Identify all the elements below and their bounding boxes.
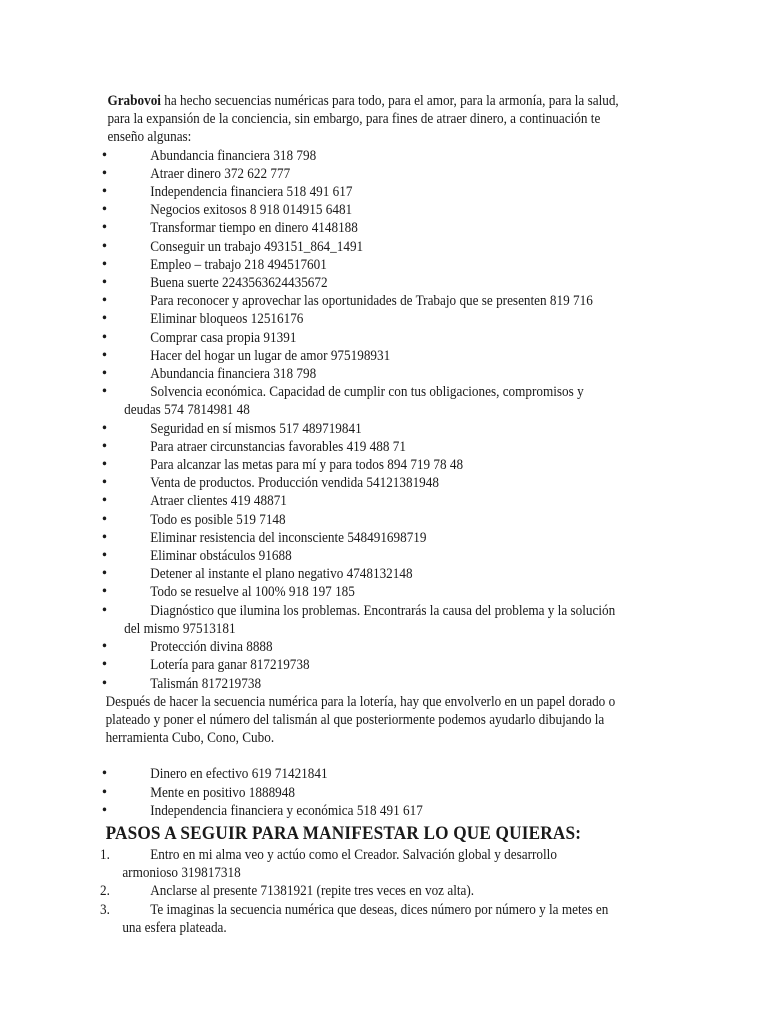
document-body: [100, 92, 630, 937]
intro-text: ha hecho secuencias numéricas para todo, para el amor, para la armonía, para la salud, para la expansión de la conciencia, sin embargo, para fines de atraer dinero, a continuación te enseño algunas:: [107, 93, 619, 146]
steps-list: [100, 846, 630, 937]
list-item: [100, 802, 630, 820]
list-item: [100, 583, 630, 601]
step-number: 1.: [100, 846, 110, 863]
list-item-text: Venta de productos. Producción vendida 54121381948: [150, 475, 439, 492]
list-item-text: Atraer clientes 419 48871: [150, 493, 287, 510]
list-item-text: Detener al instante el plano negativo 4748132148: [150, 566, 413, 583]
list-item-text: Diagnóstico que ilumina los problemas. Encontrarás la causa del problema y la solución: [150, 602, 616, 619]
list-item: [100, 383, 630, 419]
list-item-text: Para alcanzar las metas para mí y para todos 894 719 78 48: [150, 457, 464, 474]
list-item-text: Conseguir un trabajo 493151_864_1491: [150, 238, 364, 255]
list-item: [100, 329, 630, 347]
spacer: [100, 747, 630, 765]
list-item: [100, 292, 630, 310]
steps-heading: PASOS A SEGUIR PARA MANIFESTAR LO QUE QUIERAS:: [105, 823, 582, 844]
intro-author-name: Grabovoi: [107, 93, 161, 109]
list-item: [100, 347, 630, 365]
list-item-text: Seguridad en sí mismos 517 489719841: [150, 420, 362, 437]
intro-paragraph: [107, 92, 630, 147]
list-item-text: Solvencia económica. Capacidad de cumplir con tus obligaciones, compromisos y: [150, 384, 584, 401]
list-item: [100, 638, 630, 656]
list-item-continuation: deudas 574 7814981 48: [124, 402, 250, 419]
list-item: [100, 602, 630, 638]
list-item-text: Negocios exitosos 8 918 014915 6481: [150, 202, 353, 219]
list-item-text: Abundancia financiera 318 798: [150, 147, 317, 164]
step-continuation: armonioso 319817318: [122, 865, 241, 882]
list-item-text: Protección divina 8888: [150, 639, 273, 656]
list-item: [100, 438, 630, 456]
list-item: [100, 784, 630, 802]
sequence-list-extra: [100, 765, 630, 820]
list-item: [100, 274, 630, 292]
step-item: [100, 901, 630, 937]
list-item: [100, 420, 630, 438]
list-item-text: Eliminar obstáculos 91688: [150, 548, 292, 565]
step-text: Entro en mi alma veo y actúo como el Creador. Salvación global y desarrollo: [150, 846, 557, 863]
step-text: Te imaginas la secuencia numérica que deseas, dices número por número y la metes en: [150, 901, 609, 918]
list-item: [100, 675, 630, 693]
list-item-text: Comprar casa propia 91391: [150, 329, 297, 346]
step-number: 3.: [100, 901, 110, 918]
list-item: [100, 492, 630, 510]
list-item: [100, 656, 630, 674]
list-item-text: Abundancia financiera 318 798: [150, 366, 317, 383]
list-item: [100, 183, 630, 201]
step-item: [100, 846, 630, 882]
list-item-text: Transformar tiempo en dinero 4148188: [150, 220, 358, 237]
list-item-text: Todo se resuelve al 100% 918 197 185: [150, 584, 355, 601]
lottery-paragraph: Después de hacer la secuencia numérica para la lotería, hay que envolverlo en un papel dorado o plateado y poner el número del talismán al que posteriormente podemos ayudarlo dibujando la herramienta Cubo, Cono, Cubo.: [105, 693, 616, 747]
list-item-text: Dinero en efectivo 619 71421841: [150, 766, 328, 783]
list-item: [100, 456, 630, 474]
list-item-text: Mente en positivo 1888948: [150, 784, 295, 801]
list-item-text: Talismán 817219738: [150, 675, 262, 692]
list-item-text: Independencia financiera y económica 518 491 617: [150, 802, 423, 819]
list-item: [100, 765, 630, 783]
list-item: [100, 474, 630, 492]
step-continuation: una esfera plateada.: [122, 919, 227, 936]
list-item: [100, 547, 630, 565]
list-item-text: Para reconocer y aprovechar las oportunidades de Trabajo que se presenten 819 716: [150, 293, 593, 310]
step-text: Anclarse al presente 71381921 (repite tres veces en voz alta).: [150, 883, 475, 900]
list-item-text: Hacer del hogar un lugar de amor 975198931: [150, 347, 391, 364]
list-item-text: Eliminar resistencia del inconsciente 548491698719: [150, 529, 427, 546]
list-item: [100, 165, 630, 183]
list-item: [100, 201, 630, 219]
list-item: [100, 219, 630, 237]
list-item-text: Atraer dinero 372 622 777: [150, 165, 291, 182]
list-item: [100, 511, 630, 529]
list-item: [100, 565, 630, 583]
list-item-text: Lotería para ganar 817219738: [150, 657, 310, 674]
list-item-text: Todo es posible 519 7148: [150, 511, 286, 528]
list-item-text: Buena suerte 2243563624435672: [150, 275, 328, 292]
list-item: [100, 238, 630, 256]
list-item-text: Para atraer circunstancias favorables 419 488 71: [150, 438, 406, 455]
step-number: 2.: [100, 883, 110, 900]
list-item-text: Eliminar bloqueos 12516176: [150, 311, 304, 328]
list-item: [100, 310, 630, 328]
list-item: [100, 365, 630, 383]
list-item: [100, 529, 630, 547]
list-item: [100, 256, 630, 274]
sequence-list: [100, 147, 630, 693]
list-item-text: Empleo – trabajo 218 494517601: [150, 256, 327, 273]
step-item: [100, 882, 630, 900]
list-item: [100, 147, 630, 165]
list-item-continuation: del mismo 97513181: [124, 620, 236, 637]
list-item-text: Independencia financiera 518 491 617: [150, 184, 353, 201]
